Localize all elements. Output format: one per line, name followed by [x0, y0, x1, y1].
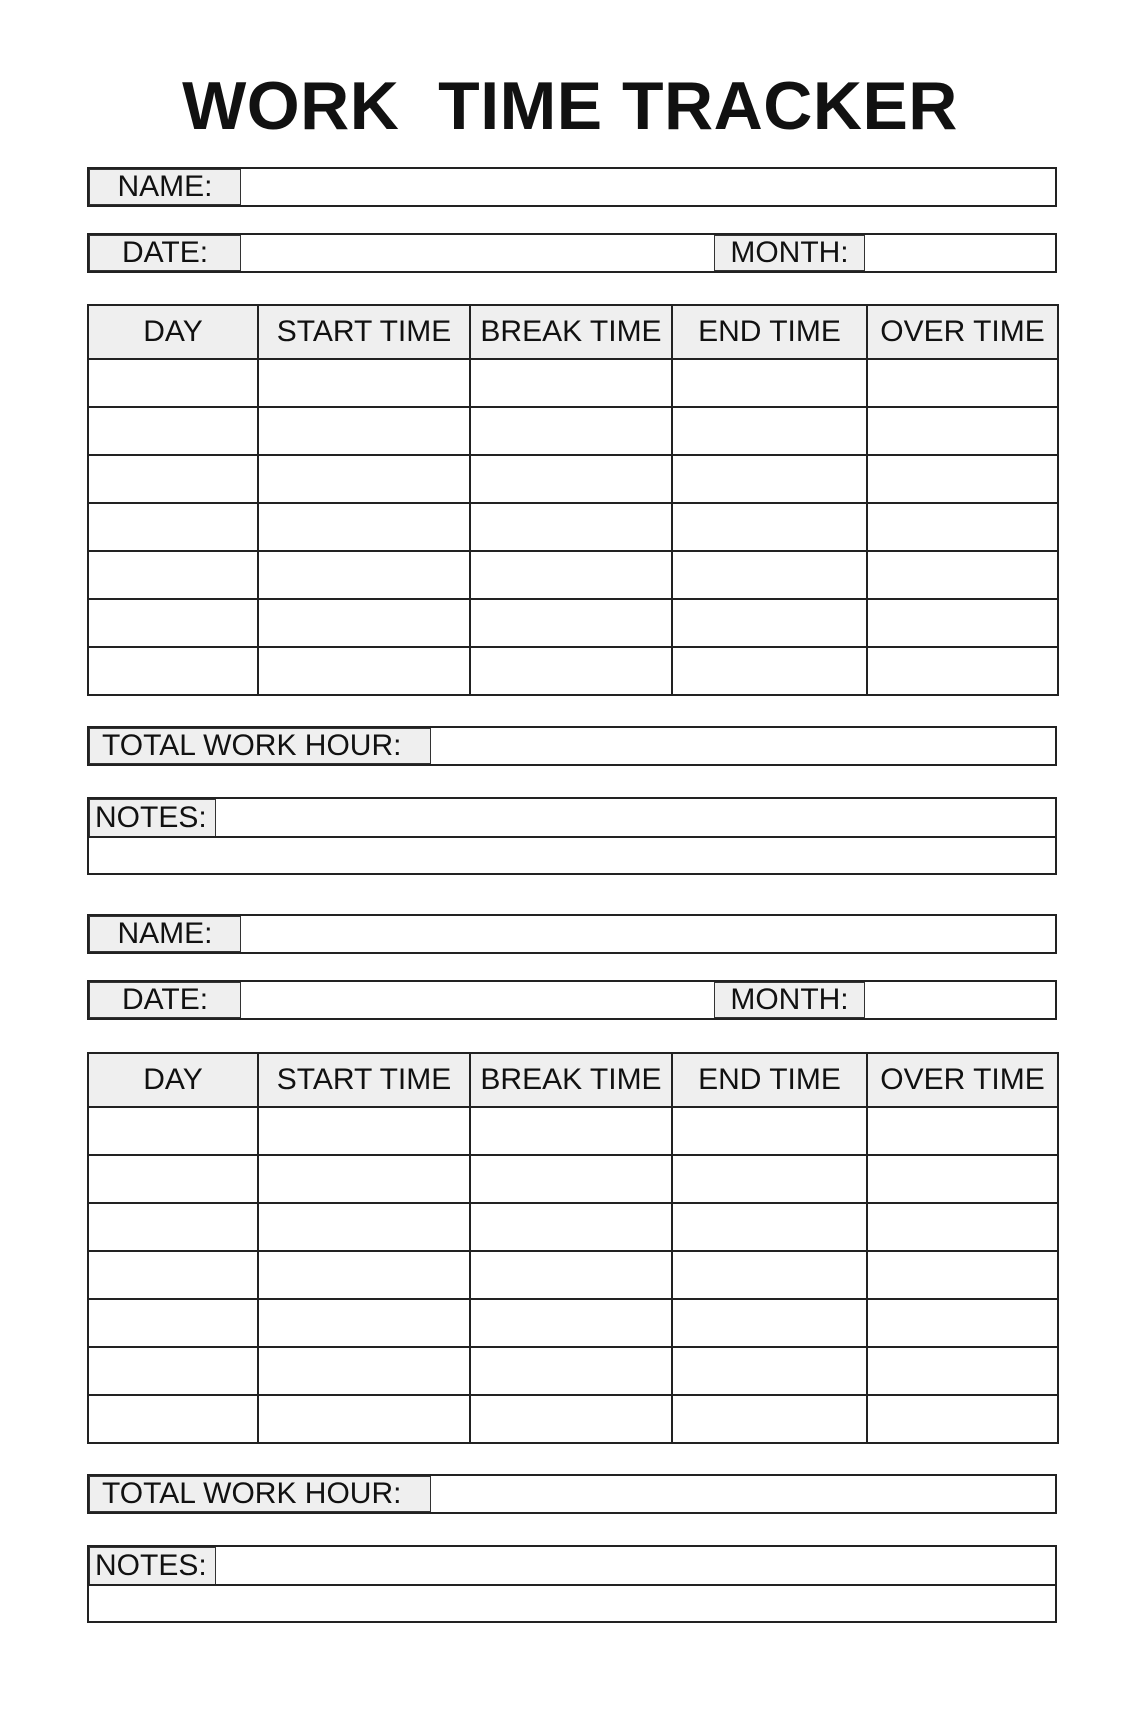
table-row	[88, 599, 1058, 647]
cell-end-time[interactable]	[672, 503, 867, 551]
cell-break-time[interactable]	[470, 1251, 672, 1299]
date-field[interactable]	[241, 235, 714, 271]
cell-day[interactable]	[88, 1395, 258, 1443]
table-header-row	[88, 305, 1058, 359]
column-header-start-time: START TIME	[258, 305, 470, 359]
cell-day[interactable]	[88, 407, 258, 455]
cell-over-time[interactable]	[867, 1203, 1058, 1251]
table-row	[88, 1299, 1058, 1347]
cell-day[interactable]	[88, 359, 258, 407]
notes-field-line-2[interactable]	[89, 838, 1055, 873]
total-work-hour-field[interactable]	[431, 1476, 1055, 1512]
table-row	[88, 455, 1058, 503]
date-month-row	[87, 233, 1057, 273]
cell-end-time[interactable]	[672, 1395, 867, 1443]
cell-break-time[interactable]	[470, 1347, 672, 1395]
cell-over-time[interactable]	[867, 1107, 1058, 1155]
name-label-text: NAME:	[117, 170, 213, 203]
cell-day[interactable]	[88, 647, 258, 695]
cell-start-time[interactable]	[258, 1203, 470, 1251]
cell-break-time[interactable]	[470, 1107, 672, 1155]
table-row	[88, 1251, 1058, 1299]
cell-day[interactable]	[88, 1203, 258, 1251]
cell-day[interactable]	[88, 1299, 258, 1347]
cell-start-time[interactable]	[258, 647, 470, 695]
cell-day[interactable]	[88, 599, 258, 647]
table-row	[88, 1347, 1058, 1395]
month-field[interactable]	[865, 235, 1055, 271]
total-work-hour-label-text: TOTAL WORK HOUR:	[102, 729, 402, 762]
cell-start-time[interactable]	[258, 599, 470, 647]
cell-start-time[interactable]	[258, 1347, 470, 1395]
cell-break-time[interactable]	[470, 551, 672, 599]
cell-over-time[interactable]	[867, 407, 1058, 455]
table-row	[88, 1107, 1058, 1155]
total-work-hour-label	[89, 728, 431, 764]
cell-start-time[interactable]	[258, 1107, 470, 1155]
name-label	[89, 169, 241, 205]
table-row	[88, 407, 1058, 455]
cell-day[interactable]	[88, 1251, 258, 1299]
cell-end-time[interactable]	[672, 599, 867, 647]
cell-end-time[interactable]	[672, 1155, 867, 1203]
cell-break-time[interactable]	[470, 455, 672, 503]
column-header-end-time: END TIME	[672, 1053, 867, 1107]
cell-break-time[interactable]	[470, 1395, 672, 1443]
notes-box	[87, 1545, 1057, 1623]
total-work-hour-label-text: TOTAL WORK HOUR:	[102, 1477, 402, 1510]
cell-end-time[interactable]	[672, 551, 867, 599]
month-label	[714, 982, 865, 1018]
cell-end-time[interactable]	[672, 1299, 867, 1347]
cell-break-time[interactable]	[470, 407, 672, 455]
cell-break-time[interactable]	[470, 1299, 672, 1347]
notes-label-text: NOTES:	[95, 801, 207, 834]
cell-over-time[interactable]	[867, 599, 1058, 647]
month-field[interactable]	[865, 982, 1055, 1018]
notes-field-line-2[interactable]	[89, 1586, 1055, 1621]
cell-break-time[interactable]	[470, 503, 672, 551]
cell-over-time[interactable]	[867, 647, 1058, 695]
table-row	[88, 647, 1058, 695]
table-header-row	[88, 1053, 1058, 1107]
month-label	[714, 235, 865, 271]
time-table	[87, 1052, 1059, 1444]
cell-start-time[interactable]	[258, 1155, 470, 1203]
name-row	[87, 914, 1057, 954]
column-header-break-time: BREAK TIME	[470, 305, 672, 359]
name-label	[89, 916, 241, 952]
column-header-break-time: BREAK TIME	[470, 1053, 672, 1107]
name-field[interactable]	[241, 169, 1055, 205]
column-header-over-time: OVER TIME	[867, 305, 1058, 359]
cell-start-time[interactable]	[258, 1395, 470, 1443]
cell-day[interactable]	[88, 1347, 258, 1395]
cell-over-time[interactable]	[867, 1155, 1058, 1203]
cell-day[interactable]	[88, 1107, 258, 1155]
date-label-text: DATE:	[121, 236, 209, 269]
table-row	[88, 503, 1058, 551]
column-header-day: DAY	[88, 1053, 258, 1107]
total-work-hour-label	[89, 1476, 431, 1512]
notes-field-line-1[interactable]	[216, 1547, 1055, 1585]
month-label-text: MONTH:	[730, 983, 849, 1016]
cell-end-time[interactable]	[672, 455, 867, 503]
table-row	[88, 1203, 1058, 1251]
cell-break-time[interactable]	[470, 599, 672, 647]
cell-over-time[interactable]	[867, 503, 1058, 551]
month-label-text: MONTH:	[730, 236, 849, 269]
date-field[interactable]	[241, 982, 714, 1018]
notes-field-line-1[interactable]	[216, 799, 1055, 837]
column-header-over-time: OVER TIME	[867, 1053, 1058, 1107]
notes-label-text: NOTES:	[95, 1549, 207, 1582]
cell-over-time[interactable]	[867, 1251, 1058, 1299]
cell-start-time[interactable]	[258, 551, 470, 599]
cell-end-time[interactable]	[672, 1251, 867, 1299]
cell-break-time[interactable]	[470, 647, 672, 695]
notes-box	[87, 797, 1057, 875]
name-label-text: NAME:	[117, 917, 213, 950]
cell-break-time[interactable]	[470, 1155, 672, 1203]
cell-over-time[interactable]	[867, 455, 1058, 503]
total-work-hour-row	[87, 726, 1057, 766]
date-label-text: DATE:	[121, 983, 209, 1016]
total-work-hour-row	[87, 1474, 1057, 1514]
date-label	[89, 235, 241, 271]
cell-start-time[interactable]	[258, 407, 470, 455]
table-row	[88, 359, 1058, 407]
cell-day[interactable]	[88, 1155, 258, 1203]
cell-start-time[interactable]	[258, 1251, 470, 1299]
cell-day[interactable]	[88, 551, 258, 599]
notes-label	[89, 799, 216, 837]
table-row	[88, 1155, 1058, 1203]
cell-start-time[interactable]	[258, 359, 470, 407]
cell-break-time[interactable]	[470, 359, 672, 407]
column-header-day: DAY	[88, 305, 258, 359]
name-field[interactable]	[241, 916, 1055, 952]
notes-label	[89, 1547, 216, 1585]
cell-end-time[interactable]	[672, 1107, 867, 1155]
cell-over-time[interactable]	[867, 551, 1058, 599]
table-row	[88, 1395, 1058, 1443]
cell-start-time[interactable]	[258, 503, 470, 551]
cell-end-time[interactable]	[672, 1203, 867, 1251]
cell-day[interactable]	[88, 503, 258, 551]
cell-end-time[interactable]	[672, 407, 867, 455]
cell-end-time[interactable]	[672, 1347, 867, 1395]
cell-start-time[interactable]	[258, 455, 470, 503]
cell-over-time[interactable]	[867, 1347, 1058, 1395]
time-table	[87, 304, 1059, 696]
date-label	[89, 982, 241, 1018]
date-month-row	[87, 980, 1057, 1020]
column-header-start-time: START TIME	[258, 1053, 470, 1107]
table-row	[88, 551, 1058, 599]
name-row	[87, 167, 1057, 207]
cell-over-time[interactable]	[867, 359, 1058, 407]
column-header-end-time: END TIME	[672, 305, 867, 359]
cell-day[interactable]	[88, 455, 258, 503]
cell-over-time[interactable]	[867, 1395, 1058, 1443]
cell-over-time[interactable]	[867, 1299, 1058, 1347]
cell-break-time[interactable]	[470, 1203, 672, 1251]
cell-start-time[interactable]	[258, 1299, 470, 1347]
cell-end-time[interactable]	[672, 647, 867, 695]
page-title: WORK TIME TRACKER	[182, 68, 958, 144]
total-work-hour-field[interactable]	[431, 728, 1055, 764]
cell-end-time[interactable]	[672, 359, 867, 407]
